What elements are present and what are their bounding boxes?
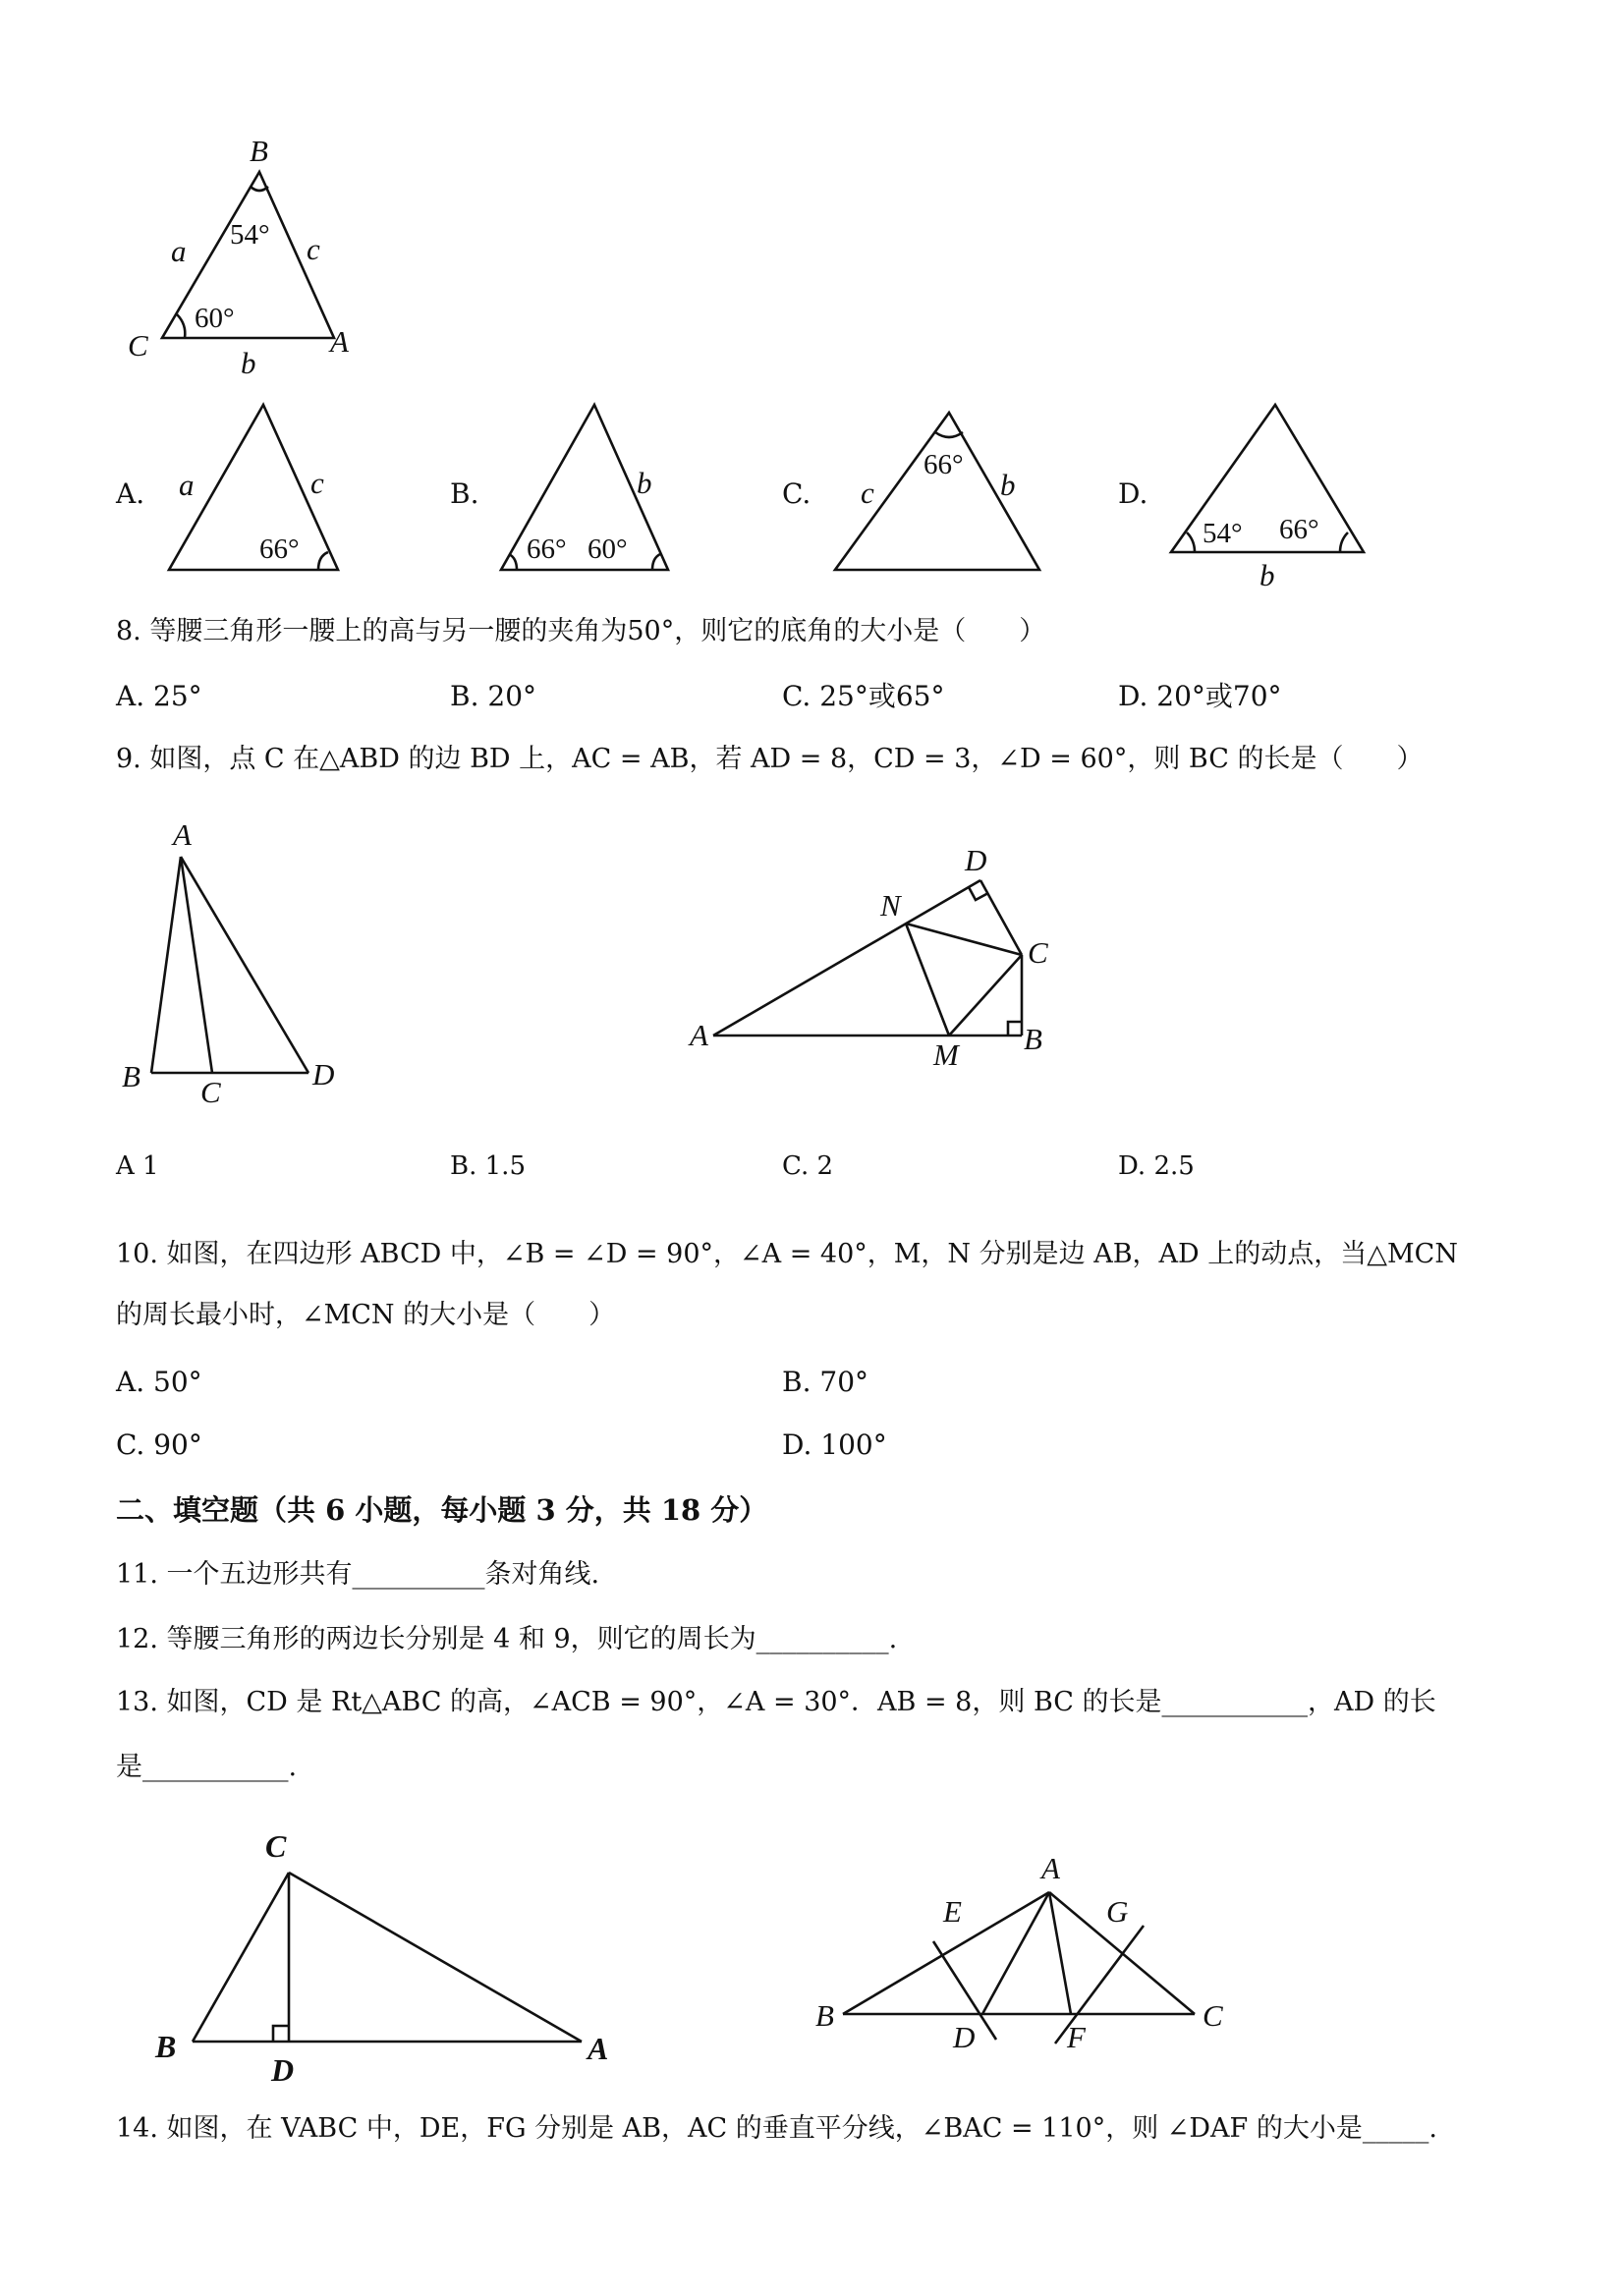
q9-vertex-b: B: [122, 1059, 140, 1093]
q10-vertex-d: D: [965, 843, 987, 877]
q9-option-d: D. 2.5: [1118, 1151, 1195, 1181]
q14-vertex-a: A: [1041, 1851, 1060, 1885]
section-2-heading: 二、填空题（共 6 小题，每小题 3 分，共 18 分）: [116, 1493, 768, 1527]
q10-vertex-c: C: [1028, 935, 1048, 970]
q10-vertex-n: N: [880, 888, 901, 923]
q9-option-c: C. 2: [782, 1151, 834, 1181]
q7-b-angle-66: 66°: [527, 533, 567, 565]
q7-option-a-letter: A.: [116, 477, 145, 510]
q9-vertex-c: C: [200, 1075, 221, 1109]
q13-figure: [147, 1818, 629, 2093]
q14-vertex-c: C: [1203, 1998, 1223, 2033]
q7-d-angle-54: 54°: [1203, 518, 1243, 549]
angle-label-60: 60°: [195, 303, 235, 334]
q11-question: 11. 一个五边形共有__________条对角线.: [116, 1559, 600, 1590]
vertex-label-c: C: [128, 328, 148, 363]
q14-vertex-b: B: [815, 1998, 834, 2033]
q13-vertex-a: A: [588, 2031, 609, 2066]
q13-vertex-d: D: [271, 2052, 295, 2088]
q7-option-d-letter: D.: [1118, 477, 1148, 510]
q14-vertex-g: G: [1106, 1894, 1129, 1929]
q14-figure: [806, 1847, 1238, 2053]
q7-option-a-figure: [157, 393, 354, 589]
q7-d-side-b: b: [1259, 558, 1275, 592]
q9-figure: [108, 815, 364, 1110]
reference-triangle-figure: [108, 128, 383, 383]
side-label-b: b: [241, 346, 256, 380]
q14-vertex-f: F: [1067, 2020, 1086, 2053]
q10-option-b: B. 70°: [782, 1366, 869, 1398]
q7-c-angle: 66°: [923, 449, 964, 480]
q7-d-angle-66: 66°: [1279, 514, 1319, 545]
q10-option-c: C. 90°: [116, 1428, 202, 1461]
q9-option-b: B. 1.5: [450, 1151, 526, 1181]
q9-question: 9. 如图，点 C 在△ABD 的边 BD 上，AC = AB，若 AD = 8，CD = 3，∠D = 60°，则 BC 的长是（ ）: [116, 744, 1424, 774]
side-label-a: a: [171, 234, 187, 268]
q13-vertex-b: B: [155, 2029, 177, 2064]
q14-question: 14. 如图，在 VABC 中，DE，FG 分别是 AB，AC 的垂直平分线，∠BAC = 110°，则 ∠DAF 的大小是_____.: [116, 2113, 1437, 2144]
vertex-label-b: B: [250, 134, 268, 168]
q10-vertex-a: A: [690, 1018, 708, 1052]
q7-option-b-figure: [491, 393, 688, 589]
q8-option-a: A. 25°: [116, 680, 202, 712]
q10-question-line1: 10. 如图，在四边形 ABCD 中，∠B = ∠D = 90°，∠A = 40°，M，N 分别是边 AB，AD 上的动点，当△MCN: [116, 1239, 1458, 1269]
q10-figure: [678, 835, 1071, 1081]
q7-option-c-letter: C.: [782, 477, 812, 510]
q12-question: 12. 等腰三角形的两边长分别是 4 和 9，则它的周长为__________.: [116, 1624, 898, 1654]
q9-option-a: A 1: [116, 1151, 159, 1181]
q13-vertex-c: C: [265, 1828, 287, 1864]
angle-label-54: 54°: [230, 219, 270, 251]
q7-a-side-c: c: [310, 466, 324, 500]
q10-option-d: D. 100°: [782, 1428, 887, 1461]
q8-option-d: D. 20°或70°: [1118, 680, 1282, 712]
q14-vertex-d: D: [953, 2020, 976, 2053]
q7-a-angle: 66°: [259, 533, 300, 565]
q13-question-line2: 是___________.: [116, 1752, 298, 1782]
q8-option-b: B. 20°: [450, 680, 537, 712]
vertex-label-a: A: [330, 324, 349, 359]
q7-option-d-figure: [1159, 393, 1375, 599]
q7-b-angle-60: 60°: [588, 533, 628, 565]
q10-vertex-b: B: [1024, 1022, 1042, 1056]
q7-option-b-letter: B.: [450, 477, 479, 510]
q7-a-side-a: a: [179, 468, 195, 502]
q7-b-side-b: b: [637, 466, 652, 500]
q7-c-side-c: c: [861, 476, 874, 510]
q8-option-c: C. 25°或65°: [782, 680, 945, 712]
q8-question: 8. 等腰三角形一腰上的高与另一腰的夹角为50°，则它的底角的大小是（ ）: [116, 616, 1046, 646]
q9-vertex-a: A: [173, 817, 192, 852]
q7-option-c-figure: [825, 401, 1061, 588]
q10-question-line2: 的周长最小时，∠MCN 的大小是（ ）: [116, 1300, 616, 1330]
q10-option-a: A. 50°: [116, 1366, 202, 1398]
q14-vertex-e: E: [943, 1894, 962, 1929]
q7-c-side-b: b: [1000, 468, 1016, 502]
q13-question-line1: 13. 如图，CD 是 Rt△ABC 的高，∠ACB = 90°，∠A = 30°．AB = 8，则 BC 的长是___________，AD 的长: [116, 1687, 1436, 1717]
q10-vertex-m: M: [933, 1037, 959, 1072]
side-label-c: c: [307, 232, 320, 266]
q9-vertex-d: D: [312, 1057, 335, 1092]
